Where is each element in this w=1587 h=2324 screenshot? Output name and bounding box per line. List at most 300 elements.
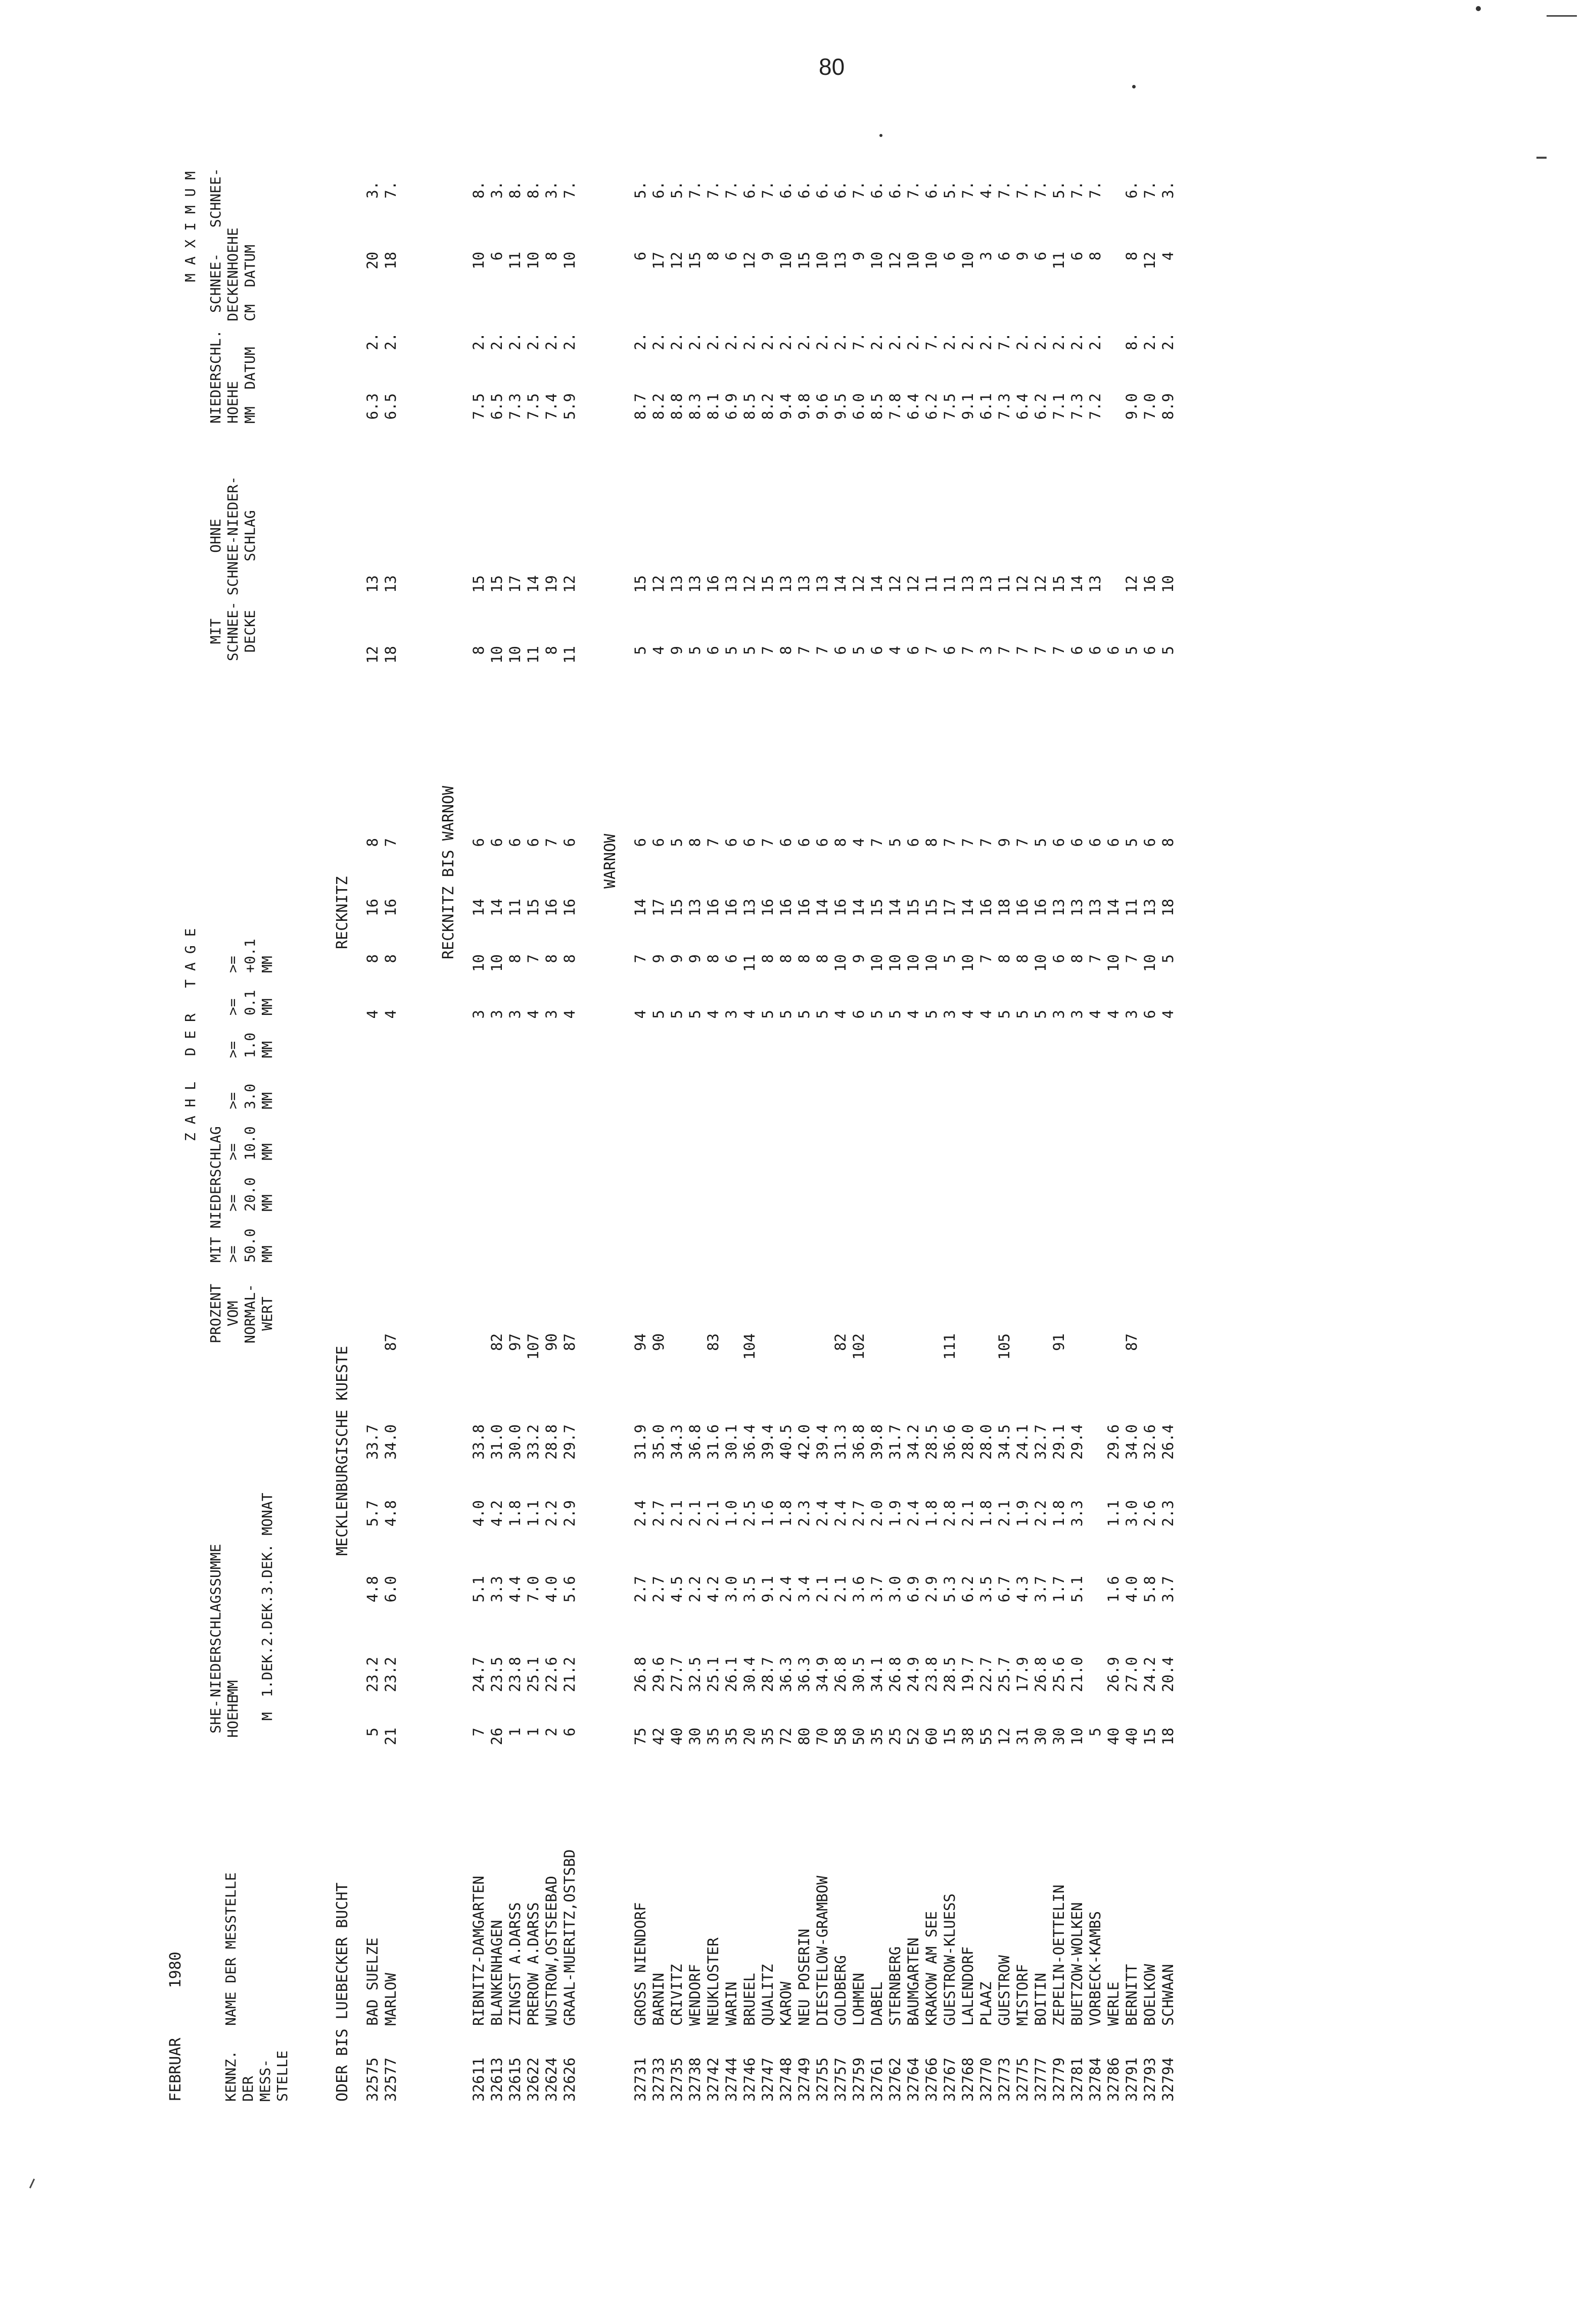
cell-d3: 2.0 <box>868 1500 885 1527</box>
cell-m: 33.7 <box>364 1424 381 1460</box>
cell-d1: 17.9 <box>1014 1657 1031 1692</box>
cell-mx: 7.3 <box>1068 393 1086 420</box>
cell-md: 2. <box>796 333 813 350</box>
cell-nn: 6 <box>1050 838 1067 847</box>
cell-sd: 7. <box>850 181 867 199</box>
cell-id: 32777 <box>1032 2057 1049 2102</box>
cell-nn: 6 <box>1068 838 1086 847</box>
cell-name: WARIN <box>723 1981 740 2026</box>
cell-h: 40 <box>1105 1728 1122 1745</box>
cell-n3: 5 <box>650 1010 667 1019</box>
cell-nn: 8 <box>832 838 849 847</box>
cell-m: 30.1 <box>723 1424 740 1460</box>
cell-m: 28.8 <box>543 1424 560 1460</box>
cell-mx: 8.5 <box>868 393 885 420</box>
cell-m: 30.0 <box>506 1424 524 1460</box>
cell-n1: 10 <box>923 954 940 972</box>
cell-d1: 26.8 <box>1032 1657 1049 1692</box>
cell-d3: 2.3 <box>1159 1500 1177 1527</box>
cell-name: BOITIN <box>1032 1973 1049 2026</box>
cell-n3: 3 <box>1123 1010 1140 1019</box>
cell-n1: 7 <box>1087 954 1104 963</box>
cell-md: 2. <box>632 333 649 350</box>
cell-nn: 5 <box>1123 838 1140 847</box>
cell-m: 31.3 <box>832 1424 849 1460</box>
cell-h: 26 <box>488 1728 505 1745</box>
cell-sc: 9 <box>850 252 867 261</box>
cell-sd: 7. <box>1141 181 1158 199</box>
cell-d3: 1.8 <box>923 1500 940 1527</box>
cell-mx: 6.9 <box>723 393 740 420</box>
cell-sc: 18 <box>382 252 399 269</box>
cell-name: BERNITT <box>1123 1964 1140 2026</box>
cell-sc: 13 <box>832 252 849 269</box>
cell-snow: 10 <box>488 646 505 664</box>
cell-n3: 4 <box>1105 1010 1122 1019</box>
cell-d3: 1.8 <box>977 1500 995 1527</box>
cell-id: 32770 <box>977 2057 995 2102</box>
cell-m: 29.1 <box>1050 1424 1067 1460</box>
cell-n1: 8 <box>364 954 381 963</box>
cell-sd: 7. <box>905 181 922 199</box>
cell-m: 36.8 <box>850 1424 867 1460</box>
cell-d1: 27.7 <box>668 1657 685 1692</box>
cell-d2: 4.0 <box>543 1576 560 1603</box>
cell-mx: 6.2 <box>1032 393 1049 420</box>
cell-n1: 10 <box>905 954 922 972</box>
cell-md: 2. <box>977 333 995 350</box>
cell-nosnow: 12 <box>1032 575 1049 593</box>
cell-sd: 3. <box>488 181 505 199</box>
cell-sc: 10 <box>905 252 922 269</box>
cell-d2: 4.5 <box>668 1576 685 1603</box>
cell-n1: 6 <box>723 954 740 963</box>
cell-id: 32624 <box>543 2057 560 2102</box>
cell-md: 7. <box>850 333 867 350</box>
cell-id: 32791 <box>1123 2057 1140 2102</box>
cell-d3: 2.4 <box>832 1500 849 1527</box>
cell-id: 32611 <box>470 2057 487 2102</box>
cell-n3: 5 <box>996 1010 1013 1019</box>
cell-mx: 8.7 <box>632 393 649 420</box>
cell-sd: 5. <box>632 181 649 199</box>
cell-n01: 13 <box>1050 899 1067 916</box>
cell-n01: 16 <box>1014 899 1031 916</box>
cell-sc: 6 <box>1068 252 1086 261</box>
cell-n1: 6 <box>1050 954 1067 963</box>
cell-snow: 7 <box>759 646 776 655</box>
cell-m: 34.5 <box>996 1424 1013 1460</box>
cell-n01: 16 <box>832 899 849 916</box>
cell-n01: 16 <box>796 899 813 916</box>
cell-id: 32622 <box>525 2057 542 2102</box>
cell-d1: 25.6 <box>1050 1657 1067 1692</box>
cell-snow: 8 <box>470 646 487 655</box>
cell-n3: 4 <box>561 1010 578 1019</box>
cell-id: 32764 <box>905 2057 922 2102</box>
cell-mx: 6.1 <box>977 393 995 420</box>
cell-snow: 9 <box>668 646 685 655</box>
cell-h: 1 <box>506 1728 524 1737</box>
cell-sd: 3. <box>543 181 560 199</box>
cell-p: 111 <box>941 1333 958 1360</box>
cell-h: 58 <box>832 1728 849 1745</box>
cell-n1: 8 <box>777 954 795 963</box>
cell-nosnow: 19 <box>543 575 560 593</box>
cell-md: 2. <box>1141 333 1158 350</box>
cell-d1: 23.5 <box>488 1657 505 1692</box>
cell-h: 80 <box>796 1728 813 1745</box>
cell-d1: 34.9 <box>814 1657 831 1692</box>
cell-n3: 5 <box>668 1010 685 1019</box>
cell-name: GROSS NIENDORF <box>632 1902 649 2026</box>
cell-sd: 8. <box>470 181 487 199</box>
cell-sc: 8 <box>543 252 560 261</box>
cell-sc: 10 <box>868 252 885 269</box>
cell-d3: 5.7 <box>364 1500 381 1527</box>
cell-d3: 2.1 <box>686 1500 704 1527</box>
cell-nosnow: 13 <box>777 575 795 593</box>
cell-id: 32738 <box>686 2057 704 2102</box>
cell-h: 30 <box>1032 1728 1049 1745</box>
cell-nn: 7 <box>1014 838 1031 847</box>
cell-d3: 2.9 <box>561 1500 578 1527</box>
cell-md: 2. <box>488 333 505 350</box>
cell-sd: 6. <box>923 181 940 199</box>
cell-n1: 8 <box>543 954 560 963</box>
cell-d1: 36.3 <box>796 1657 813 1692</box>
cell-n1: 10 <box>470 954 487 972</box>
cell-sc: 10 <box>777 252 795 269</box>
cell-p: 104 <box>741 1333 758 1360</box>
river-recknitz: RECKNITZ <box>334 876 351 949</box>
cell-d2: 3.6 <box>850 1576 867 1603</box>
cell-md: 2. <box>759 333 776 350</box>
page-number: 80 <box>819 54 845 80</box>
cell-snow: 5 <box>1159 646 1177 655</box>
cell-d1: 23.8 <box>923 1657 940 1692</box>
cell-snow: 6 <box>705 646 722 655</box>
cell-d2: 3.7 <box>868 1576 885 1603</box>
cell-nn: 7 <box>977 838 995 847</box>
cell-h: 31 <box>1014 1728 1031 1745</box>
cell-d2: 3.7 <box>1032 1576 1049 1603</box>
cell-n01: 11 <box>1123 899 1140 916</box>
cell-nn: 7 <box>959 838 976 847</box>
cell-m: 40.5 <box>777 1424 795 1460</box>
cell-d2: 2.9 <box>923 1576 940 1603</box>
cell-id: 32742 <box>705 2057 722 2102</box>
cell-snow: 5 <box>686 646 704 655</box>
cell-mx: 8.3 <box>686 393 704 420</box>
cell-h: 12 <box>996 1728 1013 1745</box>
header-maximum: NIEDERSCHL. SCHNEE- SCHNEE- HOEHE DECKENHOEHE MM DATUM CM DATUM <box>207 168 258 424</box>
cell-m: 33.8 <box>470 1424 487 1460</box>
cell-mx: 7.4 <box>543 393 560 420</box>
cell-snow: 5 <box>850 646 867 655</box>
cell-name: MARLOW <box>382 1973 399 2026</box>
cell-nosnow: 15 <box>1050 575 1067 593</box>
cell-sd: 5. <box>668 181 685 199</box>
cell-id: 32747 <box>759 2057 776 2102</box>
cell-m: 26.4 <box>1159 1424 1177 1460</box>
cell-n01: 15 <box>668 899 685 916</box>
cell-n3: 3 <box>941 1010 958 1019</box>
cell-d1: 19.7 <box>959 1657 976 1692</box>
header-station-name: NAME DER MESSTELLE <box>222 1872 239 2026</box>
cell-n3: 6 <box>1141 1010 1158 1019</box>
cell-md: 2. <box>868 333 885 350</box>
cell-n3: 5 <box>868 1010 885 1019</box>
cell-n3: 5 <box>1014 1010 1031 1019</box>
cell-sd: 7. <box>1032 181 1049 199</box>
cell-nn: 8 <box>1159 838 1177 847</box>
cell-d1: 26.1 <box>723 1657 740 1692</box>
cell-n01: 14 <box>814 899 831 916</box>
cell-h: 35 <box>705 1728 722 1745</box>
cell-nn: 6 <box>650 838 667 847</box>
cell-sc: 9 <box>759 252 776 261</box>
cell-name: WENDORF <box>686 1964 704 2026</box>
cell-nn: 6 <box>796 838 813 847</box>
cell-mx: 9.8 <box>796 393 813 420</box>
cell-n01: 14 <box>850 899 867 916</box>
cell-md: 2. <box>561 333 578 350</box>
cell-name: KAROW <box>777 1981 795 2026</box>
cell-n01: 16 <box>561 899 578 916</box>
cell-mx: 7.0 <box>1141 393 1158 420</box>
cell-d1: 22.7 <box>977 1657 995 1692</box>
cell-sd: 7. <box>1087 181 1104 199</box>
cell-p: 102 <box>850 1333 867 1360</box>
cell-n01: 11 <box>506 899 524 916</box>
cell-snow: 3 <box>977 646 995 655</box>
cell-sd: 6. <box>886 181 904 199</box>
cell-m: 42.0 <box>796 1424 813 1460</box>
cell-mx: 7.5 <box>941 393 958 420</box>
cell-n01: 14 <box>488 899 505 916</box>
cell-d2: 6.2 <box>959 1576 976 1603</box>
cell-n3: 3 <box>506 1010 524 1019</box>
cell-md: 2. <box>1159 333 1177 350</box>
cell-d1: 26.8 <box>832 1657 849 1692</box>
cell-id: 32766 <box>923 2057 940 2102</box>
river-recknitz-warnow: RECKNITZ BIS WARNOW <box>440 785 457 959</box>
cell-id: 32775 <box>1014 2057 1031 2102</box>
cell-m: 34.0 <box>1123 1424 1140 1460</box>
cell-d3: 2.1 <box>668 1500 685 1527</box>
cell-d1: 21.2 <box>561 1657 578 1692</box>
cell-md: 2. <box>543 333 560 350</box>
cell-nn: 7 <box>543 838 560 847</box>
cell-nn: 6 <box>1141 838 1158 847</box>
cell-nn: 5 <box>1032 838 1049 847</box>
cell-snow: 4 <box>886 646 904 655</box>
cell-d1: 25.7 <box>996 1657 1013 1692</box>
cell-n3: 4 <box>1087 1010 1104 1019</box>
cell-n1: 7 <box>1123 954 1140 963</box>
cell-snow: 7 <box>996 646 1013 655</box>
cell-n3: 4 <box>1159 1010 1177 1019</box>
cell-name: STERNBERG <box>886 1946 904 2026</box>
cell-nosnow: 12 <box>561 575 578 593</box>
cell-snow: 5 <box>1123 646 1140 655</box>
cell-id: 32577 <box>382 2057 399 2102</box>
cell-mx: 8.1 <box>705 393 722 420</box>
cell-nosnow: 13 <box>382 575 399 593</box>
cell-n1: 8 <box>382 954 399 963</box>
cell-n01: 16 <box>977 899 995 916</box>
cell-nn: 6 <box>741 838 758 847</box>
cell-snow: 6 <box>868 646 885 655</box>
cell-n01: 13 <box>1087 899 1104 916</box>
cell-n1: 8 <box>705 954 722 963</box>
year-label: 1980 <box>167 1951 184 1988</box>
cell-h: 50 <box>850 1728 867 1745</box>
cell-snow: 7 <box>796 646 813 655</box>
cell-md: 2. <box>959 333 976 350</box>
cell-p: 82 <box>488 1333 505 1351</box>
cell-name: VORBECK-KAMBS <box>1087 1911 1104 2026</box>
cell-n01: 16 <box>364 899 381 916</box>
cell-id: 32767 <box>941 2057 958 2102</box>
cell-n1: 10 <box>832 954 849 972</box>
cell-p: 90 <box>543 1333 560 1351</box>
cell-nn: 4 <box>850 838 867 847</box>
cell-nosnow: 11 <box>996 575 1013 593</box>
cell-h: 42 <box>650 1728 667 1745</box>
cell-sd: 7. <box>382 181 399 199</box>
cell-name: BAD SUELZE <box>364 1937 381 2026</box>
cell-md: 2. <box>470 333 487 350</box>
cell-name: BOELKOW <box>1141 1964 1158 2026</box>
cell-snow: 12 <box>364 646 381 664</box>
header-days-thresholds: >= >= >= >= >= >= >= 50.0 20.0 10.0 3.0 1.0 0.1 +0.1 MM MM MM MM MM MM MM <box>224 939 275 1263</box>
cell-nosnow: 14 <box>525 575 542 593</box>
cell-md: 2. <box>723 333 740 350</box>
cell-d2: 3.5 <box>977 1576 995 1603</box>
cell-n3: 4 <box>705 1010 722 1019</box>
cell-snow: 6 <box>1087 646 1104 655</box>
cell-m: 34.2 <box>905 1424 922 1460</box>
cell-name: GUESTROW-KLUESS <box>941 1893 958 2026</box>
cell-name: BLANKENHAGEN <box>488 1920 505 2026</box>
cell-sc: 12 <box>1141 252 1158 269</box>
cell-n1: 8 <box>561 954 578 963</box>
cell-n1: 9 <box>850 954 867 963</box>
cell-md: 2. <box>1014 333 1031 350</box>
cell-id: 32784 <box>1087 2057 1104 2102</box>
cell-snow: 4 <box>650 646 667 655</box>
cell-name: BRUEEL <box>741 1973 758 2026</box>
cell-md: 2. <box>686 333 704 350</box>
cell-sc: 8 <box>705 252 722 261</box>
cell-name: BAUMGARTEN <box>905 1937 922 2026</box>
cell-snow: 7 <box>923 646 940 655</box>
cell-sd: 6. <box>777 181 795 199</box>
cell-sc: 10 <box>923 252 940 269</box>
cell-n3: 6 <box>850 1010 867 1019</box>
cell-n1: 8 <box>506 954 524 963</box>
cell-name: SCHWAAN <box>1159 1964 1177 2026</box>
cell-d1: 22.6 <box>543 1657 560 1692</box>
cell-p: 107 <box>525 1333 542 1360</box>
cell-sd: 7. <box>723 181 740 199</box>
cell-n3: 4 <box>832 1010 849 1019</box>
cell-h: 6 <box>561 1728 578 1737</box>
cell-name: GUESTROW <box>996 1955 1013 2026</box>
cell-n3: 5 <box>814 1010 831 1019</box>
cell-nosnow: 13 <box>364 575 381 593</box>
cell-h: 40 <box>1123 1728 1140 1745</box>
cell-d2: 3.0 <box>886 1576 904 1603</box>
cell-name: RIBNITZ-DAMGARTEN <box>470 1876 487 2026</box>
cell-d3: 1.6 <box>759 1500 776 1527</box>
cell-n1: 10 <box>1141 954 1158 972</box>
cell-name: ZEPELIN-OETTELIN <box>1050 1884 1067 2026</box>
cell-nosnow: 11 <box>941 575 958 593</box>
section-mecklenburg-coast: MECKLENBURGISCHE KUESTE <box>334 1345 351 1556</box>
cell-m: 36.8 <box>686 1424 704 1460</box>
cell-name: PLAAZ <box>977 1981 995 2026</box>
cell-md: 2. <box>1050 333 1067 350</box>
cell-id: 32762 <box>886 2057 904 2102</box>
cell-d3: 1.1 <box>1105 1500 1122 1527</box>
cell-mx: 5.9 <box>561 393 578 420</box>
cell-d2: 2.1 <box>832 1576 849 1603</box>
cell-md: 2. <box>741 333 758 350</box>
cell-md: 2. <box>886 333 904 350</box>
cell-n01: 17 <box>941 899 958 916</box>
cell-d1: 25.1 <box>525 1657 542 1692</box>
cell-d2: 2.7 <box>632 1576 649 1603</box>
cell-sc: 12 <box>668 252 685 269</box>
cell-sc: 10 <box>959 252 976 269</box>
cell-n3: 5 <box>759 1010 776 1019</box>
cell-n3: 3 <box>488 1010 505 1019</box>
cell-d3: 3.3 <box>1068 1500 1086 1527</box>
cell-md: 2. <box>382 333 399 350</box>
section-oder-luebeck: ODER BIS LUEBECKER BUCHT <box>334 1882 351 2102</box>
cell-h: 18 <box>1159 1728 1177 1745</box>
cell-n1: 5 <box>1159 954 1177 963</box>
cell-h: 1 <box>525 1728 542 1737</box>
cell-id: 32733 <box>650 2057 667 2102</box>
cell-n01: 15 <box>923 899 940 916</box>
header-station-height: SHE- HOEHE M <box>207 1695 275 1738</box>
cell-h: 60 <box>923 1728 940 1745</box>
cell-sc: 15 <box>686 252 704 269</box>
cell-id: 32748 <box>777 2057 795 2102</box>
cell-d3: 2.1 <box>705 1500 722 1527</box>
cell-id: 32626 <box>561 2057 578 2102</box>
cell-m: 32.7 <box>1032 1424 1049 1460</box>
cell-d1: 27.0 <box>1123 1657 1140 1692</box>
cell-n1: 10 <box>886 954 904 972</box>
cell-sd: 4. <box>977 181 995 199</box>
cell-h: 15 <box>1141 1728 1158 1745</box>
cell-nn: 6 <box>1105 838 1122 847</box>
cell-n1: 5 <box>941 954 958 963</box>
cell-md: 2. <box>832 333 849 350</box>
cell-n1: 8 <box>796 954 813 963</box>
header-maximum-title: M A X I M U M <box>182 171 199 282</box>
cell-md: 8. <box>1123 333 1140 350</box>
cell-id: 32794 <box>1159 2057 1177 2102</box>
cell-mx: 7.3 <box>996 393 1013 420</box>
cell-nosnow: 13 <box>959 575 976 593</box>
cell-nn: 6 <box>561 838 578 847</box>
